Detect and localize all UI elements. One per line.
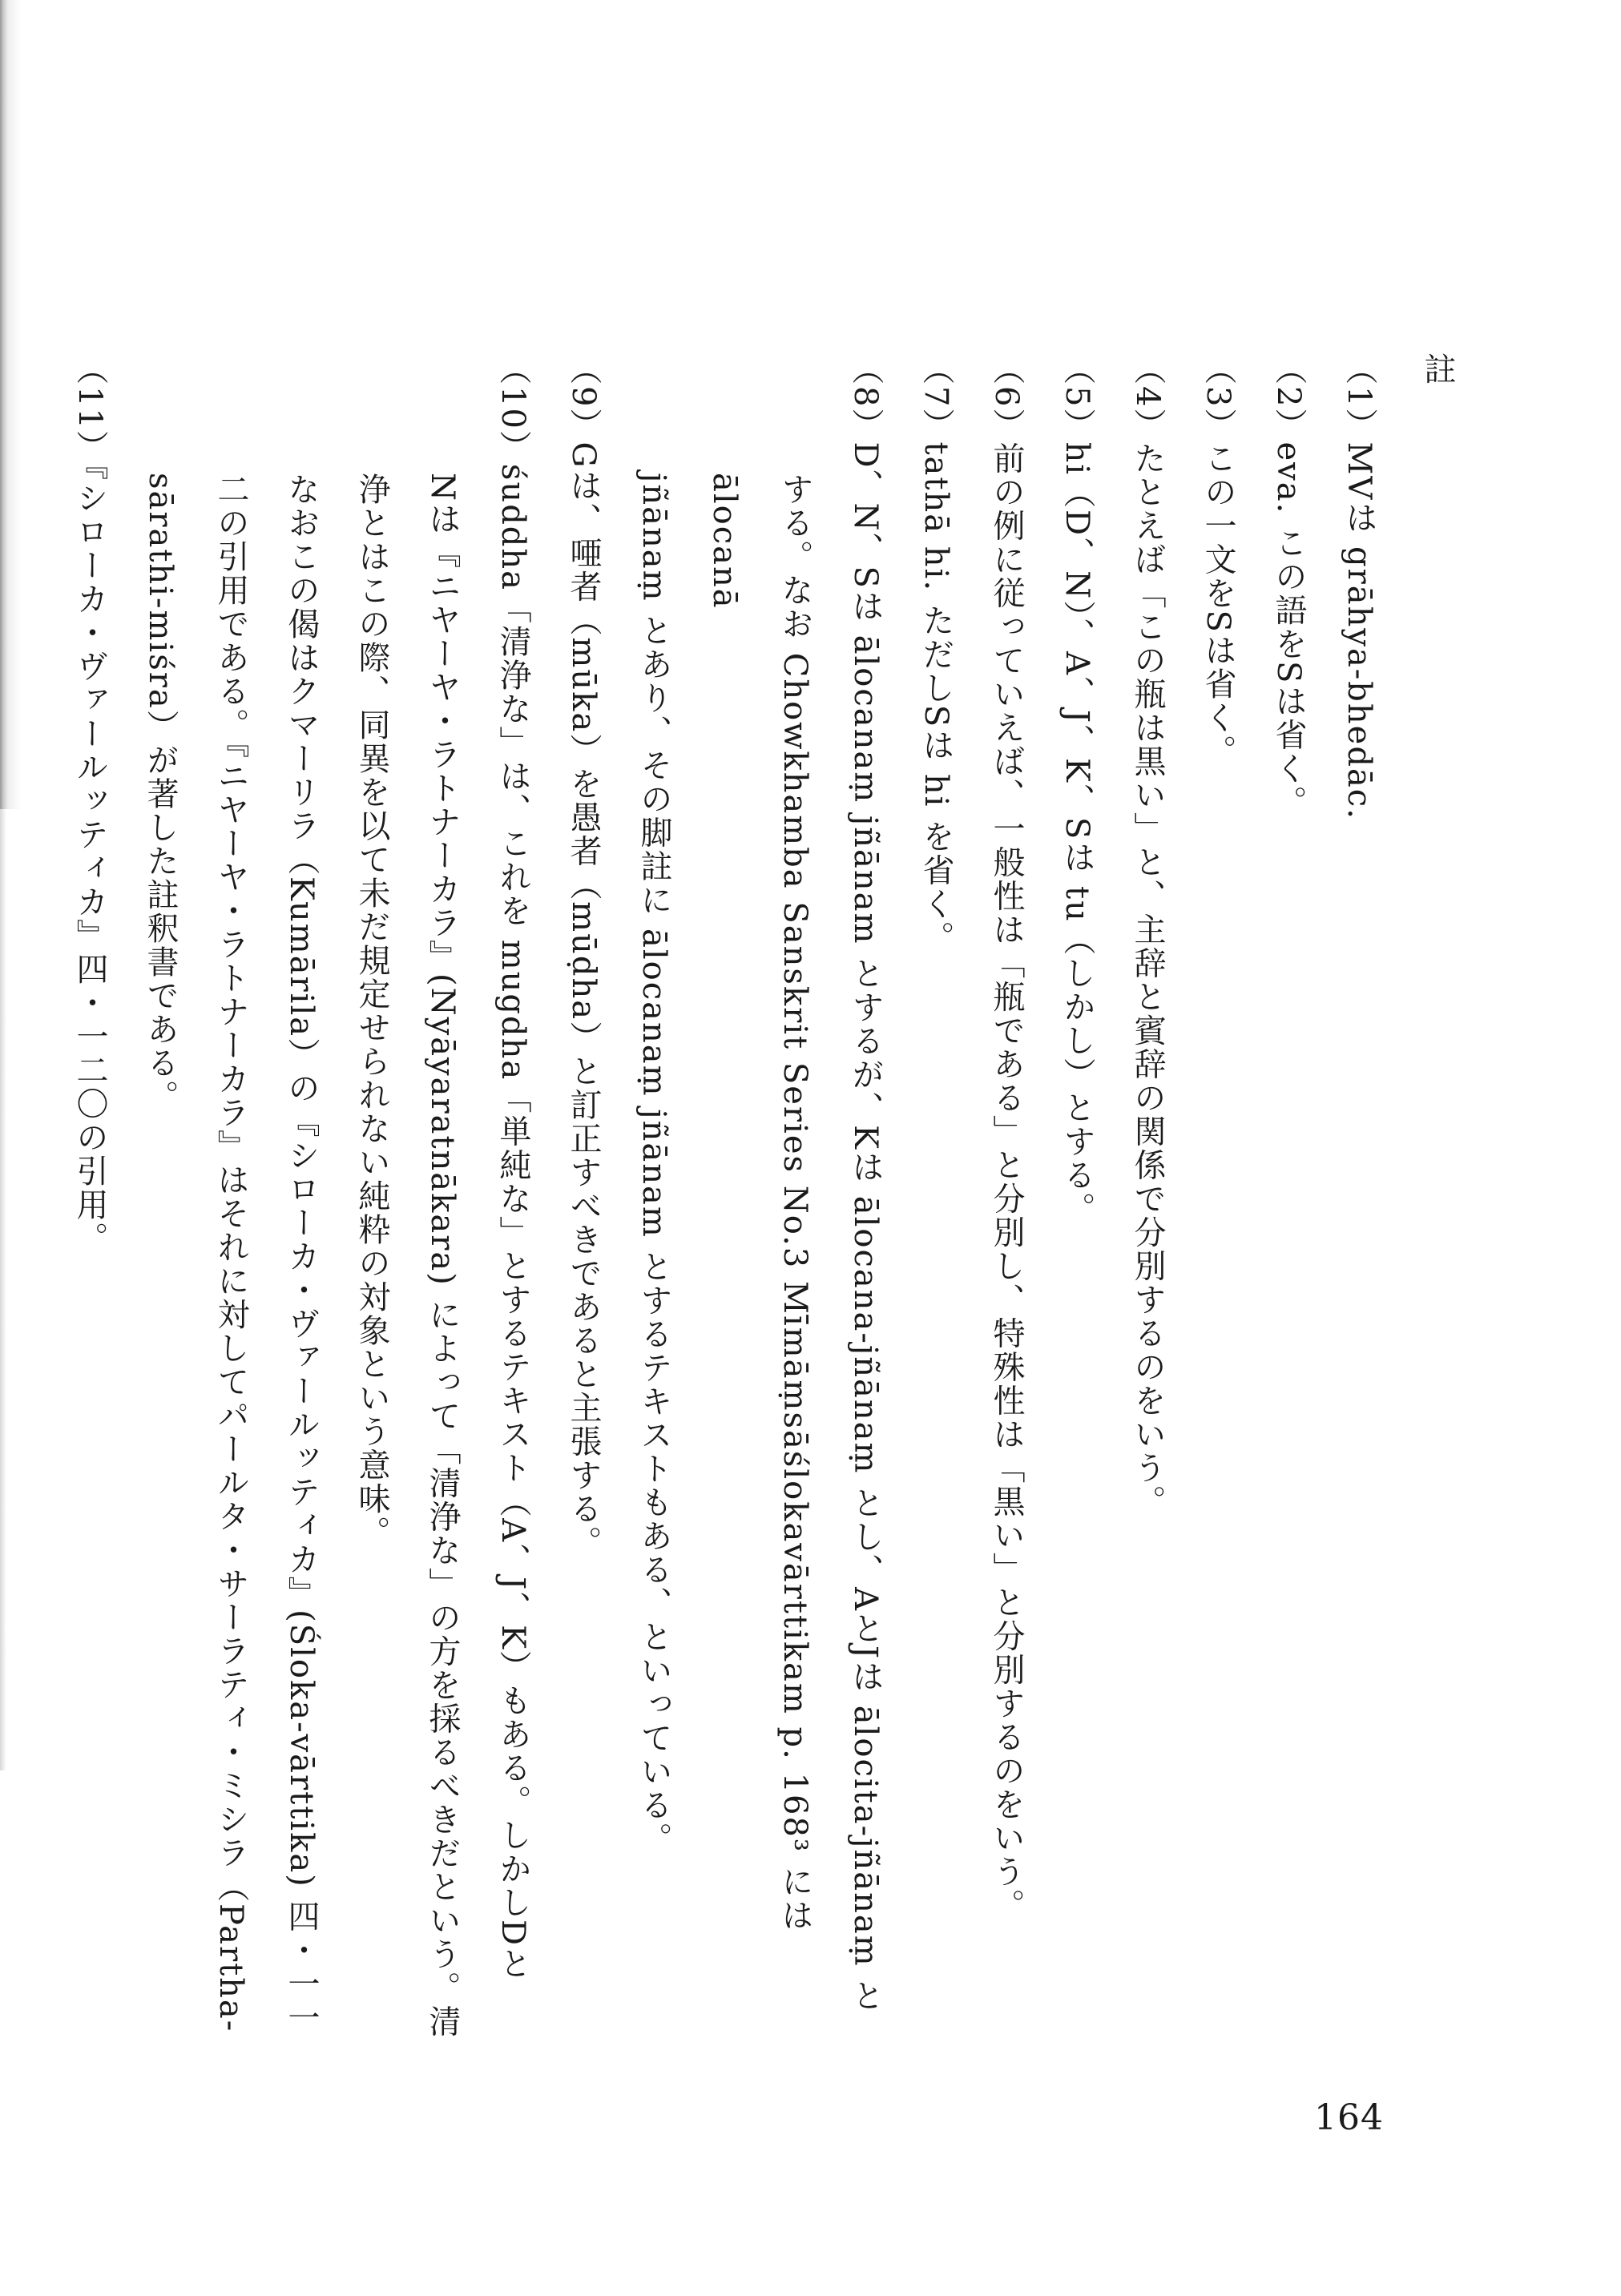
note-text: MVは grāhya-bhedāc.	[1341, 441, 1377, 820]
notes-column-block	[54, 352, 1473, 2075]
notes-heading: 註	[1419, 352, 1456, 386]
note-10-continuation: 二の引用である。『ニヤーヤ・ラトナーカラ』はそれに対してパールタ・サーラティ・ミシラ（Partha-	[212, 473, 249, 2033]
note-4	[1112, 352, 1183, 2075]
note-number: （4）	[1129, 352, 1166, 442]
note-text: śuddha「清浄な」は、これを mugdha「単純な」とするテキスト（A、J、K）もある。しかしDと	[494, 463, 531, 1981]
note-number: （10）	[494, 352, 531, 464]
note-1	[1324, 352, 1394, 2075]
note-8-continuation: する。なお Chowkhamba Sanskrit Series No.3 Mīmāṃsāślokavārttikam p. 168³ には ālocanā	[706, 473, 813, 1932]
note-8	[830, 352, 901, 2075]
note-number: （2）	[1270, 352, 1307, 442]
note-text: D、N、Sは ālocanaṃ jñānam とするが、Kは ālocana-jñānaṃ とし、AとJは ālocita-jñānaṃ と	[847, 441, 884, 2013]
note-number: （11）	[71, 352, 108, 464]
note-10-continuation: 浄とはこの際、同異を以て未だ規定せられない純粋の対象という意味。	[353, 473, 390, 1549]
note-text: Gは、唖者（mūka）を愚者（mūḍha）と訂正すべきであると主張する。	[565, 441, 602, 1560]
note-number: （7）	[917, 352, 954, 442]
note-number: （6）	[988, 352, 1025, 442]
note-11	[54, 352, 125, 2075]
note-8-continuation: jñānaṃ とあり、その脚註に ālocanaṃ jñānam とするテキストもある、といっている。	[635, 473, 672, 1856]
page-number: 164	[1314, 2097, 1384, 2138]
note-text: この一文をSは省く。	[1200, 441, 1236, 768]
note-text: 『シローカ・ヴァールッティカ』四・一二〇の引用。	[71, 463, 108, 1255]
note-2	[1253, 352, 1324, 2075]
page-gutter-shadow	[0, 0, 21, 809]
note-number: （5）	[1058, 352, 1095, 442]
note-number: （8）	[847, 352, 884, 442]
note-number: （1）	[1341, 352, 1377, 442]
note-5	[1042, 352, 1112, 2075]
note-text: hi（D、N）、A、J、K、Sは tu（しかし）とする。	[1058, 441, 1095, 1226]
page-edge-shadow	[0, 809, 6, 1770]
note-text: たとえば「この瓶は黒い」と、主辞と賓辞の関係で分別するのをいう。	[1129, 441, 1166, 1519]
note-6	[971, 352, 1042, 2075]
note-10	[478, 352, 548, 2075]
note-10-continuation: なおこの偈はクマーリラ（Kumārila）の『シローカ・ヴァールッティカ』(Śloka-vārttika) 四・一一	[283, 473, 320, 2035]
note-7	[901, 352, 971, 2075]
note-10-continuation: sārathi-miśra）が著した註釈書である。	[142, 473, 179, 1114]
note-text: eva. この語をSは省く。	[1270, 441, 1307, 820]
note-text: tathā hi. ただしSは hi を省く。	[917, 441, 954, 955]
note-3	[1183, 352, 1253, 2075]
note-text: 前の例に従っていえば、一般性は「瓶である」と分別し、特殊性は「黒い」と分別するのをいう。	[988, 441, 1025, 1923]
note-9	[548, 352, 619, 2075]
note-number: （9）	[565, 352, 602, 442]
note-10-continuation: Nは『ニヤーヤ・ラトナーカラ』(Nyāyaratnākara) によって「清浄な」の方を採るべきだという。清	[424, 473, 461, 2039]
note-number: （3）	[1200, 352, 1236, 442]
